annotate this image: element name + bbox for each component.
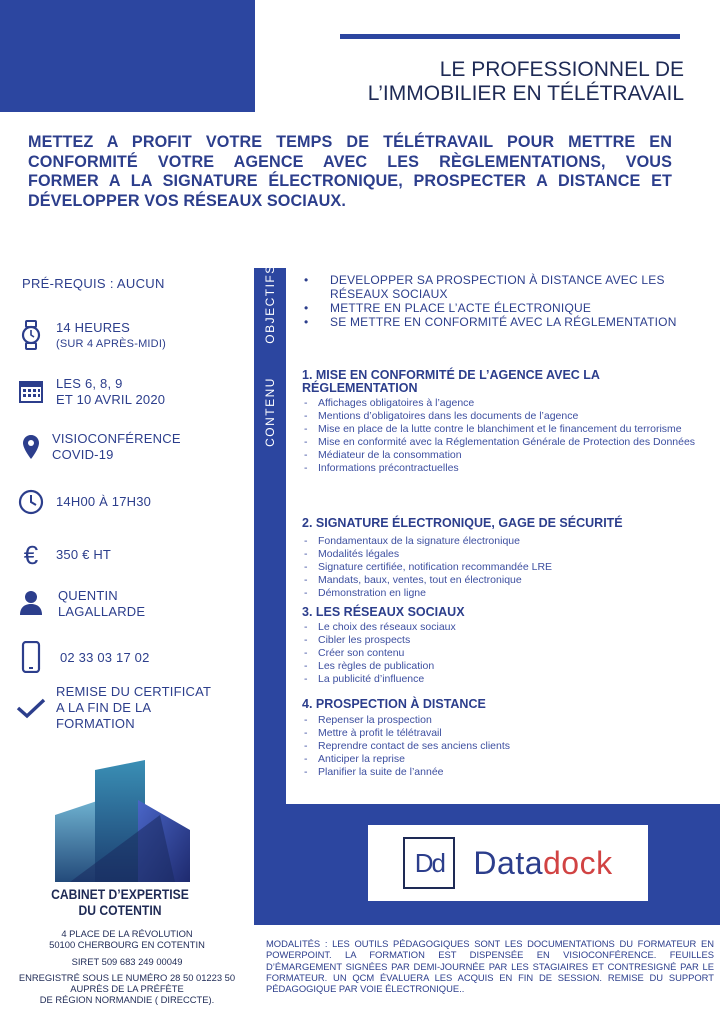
duration-text: 14 HEURES bbox=[56, 320, 131, 335]
cabinet-registration-1: ENREGISTRÉ SOUS LE NUMÉRO 28 50 01223 50 bbox=[18, 971, 236, 983]
location-text-2: COVID-19 bbox=[52, 447, 114, 462]
panel-vertical-labels bbox=[254, 264, 286, 448]
trainer-first-name: QUENTIN bbox=[58, 588, 118, 603]
objective-item: • METTRE EN PLACE L’ACTE ÉLECTRONIQUE bbox=[304, 301, 704, 315]
header-color-block bbox=[0, 0, 255, 112]
trainer-last-name: LAGALLARDE bbox=[58, 604, 146, 619]
label-contenu: CONTENU bbox=[263, 377, 277, 447]
certificate-text-1: REMISE DU CERTIFICAT bbox=[56, 684, 212, 699]
list-item: - Mentions d’obligatoires dans les documents de l’agence bbox=[302, 410, 706, 423]
dates-text-1: LES 6, 8, 9 bbox=[56, 376, 123, 391]
clock-icon bbox=[14, 485, 48, 519]
label-objectifs: OBJECTIFS bbox=[263, 264, 277, 344]
cabinet-registration-3: DE RÉGION NORMANDIE ( DIRECCTE). bbox=[39, 994, 215, 1006]
euro-icon: € bbox=[23, 539, 39, 570]
phone-text: 02 33 03 17 02 bbox=[60, 650, 150, 665]
list-item: - Planifier la suite de l’année bbox=[302, 766, 706, 779]
certificate-info bbox=[14, 683, 211, 732]
section-title: 1. MISE EN CONFORMITÉ DE L’AGENCE AVEC LA RÉGLEMENTATION bbox=[302, 368, 600, 395]
prerequisites: PRÉ-REQUIS : AUCUN bbox=[22, 276, 165, 291]
location-text-1: VISIOCONFÉRENCE bbox=[52, 431, 181, 446]
dates-text-2: ET 10 AVRIL 2020 bbox=[56, 392, 166, 407]
list-item: - Médiateur de la consommation bbox=[302, 449, 706, 462]
trainer-info bbox=[14, 586, 145, 620]
price-text: 350 € HT bbox=[56, 547, 112, 562]
location-pin-icon bbox=[14, 430, 48, 464]
headline-line-1: METTEZ A PROFIT VOTRE TEMPS DE TÉLÉTRAVAIL POUR METTRE EN bbox=[28, 133, 672, 151]
cabinet-logo bbox=[50, 760, 200, 882]
title-line-2: L’IMMOBILIER EN TÉLÉTRAVAIL bbox=[367, 82, 684, 105]
list-item: - Le choix des réseaux sociaux bbox=[302, 621, 706, 634]
list-item: - Mise en place de la lutte contre le blanchiment et le financement du terrorisme bbox=[302, 423, 706, 436]
list-item: - Fondamentaux de la signature électronique bbox=[302, 535, 706, 548]
cabinet-siret: SIRET 509 683 249 00049 bbox=[71, 955, 183, 967]
calendar-icon bbox=[14, 374, 48, 408]
certificate-text-3: FORMATION bbox=[56, 716, 135, 731]
list-item: - Les règles de publication bbox=[302, 660, 706, 673]
section-title: 3. LES RÉSEAUX SOCIAUX bbox=[302, 605, 465, 619]
cabinet-registration-2: AUPRÈS DE LA PRÉFÈTE bbox=[70, 983, 184, 995]
list-item: - Affichages obligatoires à l’agence bbox=[302, 397, 706, 410]
section-prospection bbox=[302, 698, 706, 779]
headline-line-4: DÉVELOPPER VOS RÉSEAUX SOCIAUX. bbox=[28, 191, 346, 210]
price-info bbox=[14, 538, 111, 572]
datadock-mark-text: Dd bbox=[414, 847, 445, 878]
phone-icon bbox=[14, 640, 48, 674]
title-line-1: LE PROFESSIONNEL DE bbox=[439, 58, 684, 81]
datadock-logo bbox=[368, 825, 648, 901]
person-icon bbox=[14, 586, 48, 620]
section-reseaux bbox=[302, 606, 706, 686]
list-item: - Repenser la prospection bbox=[302, 714, 706, 727]
objectives-list bbox=[304, 273, 704, 329]
location-info bbox=[14, 430, 181, 464]
list-item: - Reprendre contact de ses anciens clients bbox=[302, 740, 706, 753]
cabinet-info bbox=[0, 928, 254, 1006]
watch-icon bbox=[14, 318, 48, 352]
duration-detail: (SUR 4 APRÈS-MIDI) bbox=[56, 338, 166, 350]
section-title: 4. PROSPECTION À DISTANCE bbox=[302, 697, 486, 711]
header-rule bbox=[340, 34, 680, 39]
list-item: - Informations précontractuelles bbox=[302, 462, 706, 475]
objective-item: • SE METTRE EN CONFORMITÉ AVEC LA RÉGLEMENTATION bbox=[304, 315, 704, 329]
datadock-word-1: Data bbox=[473, 844, 543, 881]
section-signature bbox=[302, 517, 706, 600]
duration-info bbox=[14, 318, 166, 352]
page-title bbox=[324, 58, 684, 106]
list-item: - La publicité d’influence bbox=[302, 673, 706, 686]
section-title: 2. SIGNATURE ÉLECTRONIQUE, GAGE DE SÉCURITÉ bbox=[302, 516, 623, 530]
headline-line-3: FORMER A LA SIGNATURE ÉLECTRONIQUE, PROSPECTER A DISTANCE ET bbox=[28, 172, 672, 190]
headline bbox=[28, 133, 672, 211]
headline-line-2: CONFORMITÉ VOTRE AGENCE AVEC LES RÈGLEMENTATIONS, VOUS bbox=[28, 152, 672, 171]
list-item: - Mandats, baux, ventes, tout en électronique bbox=[302, 574, 706, 587]
list-item: - Modalités légales bbox=[302, 548, 706, 561]
datadock-word-2: dock bbox=[543, 844, 613, 881]
modalites-text: MODALITÉS : LES OUTILS PÉDAGOGIQUES SONT LES DOCUMENTATIONS DU FORMATEUR EN POWERPOINT. LA FORMATION EST DISPENSÉE EN VISIOCONFÉRENCE. FEUILLES D’ÉMARGEMENT SIGNÉES PAR DEMI-JOURNÉE PAR LES STAGIAIRES ET CONTRESIGNÉ PAR LE FORMATEUR. UN QCM ÉVALUERA LES ACQUIS EN FIN DE SESSION. REMISE DU SUPPORT PÉDAGOGIQUE PAR VOIE ÉLECTRONIQUE.. bbox=[266, 938, 714, 995]
checkmark-icon bbox=[14, 691, 48, 725]
hours-text: 14H00 À 17H30 bbox=[56, 494, 152, 509]
certificate-text-2: A LA FIN DE LA bbox=[56, 700, 152, 715]
cabinet-name-line-2: DU COTENTIN bbox=[78, 903, 162, 918]
objective-item: • DEVELOPPER SA PROSPECTION À DISTANCE AVEC LES RÉSEAUX SOCIAUX bbox=[304, 273, 704, 301]
list-item: - Signature certifiée, notification recommandée LRE bbox=[302, 561, 706, 574]
list-item: - Cibler les prospects bbox=[302, 634, 706, 647]
hours-info bbox=[14, 485, 151, 519]
list-item: - Créer son contenu bbox=[302, 647, 706, 660]
datadock-wordmark bbox=[473, 845, 612, 882]
list-item: - Anticiper la reprise bbox=[302, 753, 706, 766]
section-conformite bbox=[302, 369, 706, 475]
list-item: - Mettre à profit le télétravail bbox=[302, 727, 706, 740]
cabinet-address-1: 4 PLACE DE LA RÉVOLUTION bbox=[61, 928, 193, 939]
cabinet-name bbox=[30, 887, 210, 919]
dates-info bbox=[14, 374, 165, 408]
phone-info bbox=[14, 640, 150, 674]
cabinet-address-2: 50100 CHERBOURG EN COTENTIN bbox=[49, 939, 205, 951]
list-item: - Mise en conformité avec la Réglementation Générale de Protection des Données bbox=[302, 436, 706, 449]
datadock-mark bbox=[403, 837, 455, 889]
list-item: - Démonstration en ligne bbox=[302, 587, 706, 600]
cabinet-name-line-1: CABINET D’EXPERTISE bbox=[51, 887, 189, 902]
